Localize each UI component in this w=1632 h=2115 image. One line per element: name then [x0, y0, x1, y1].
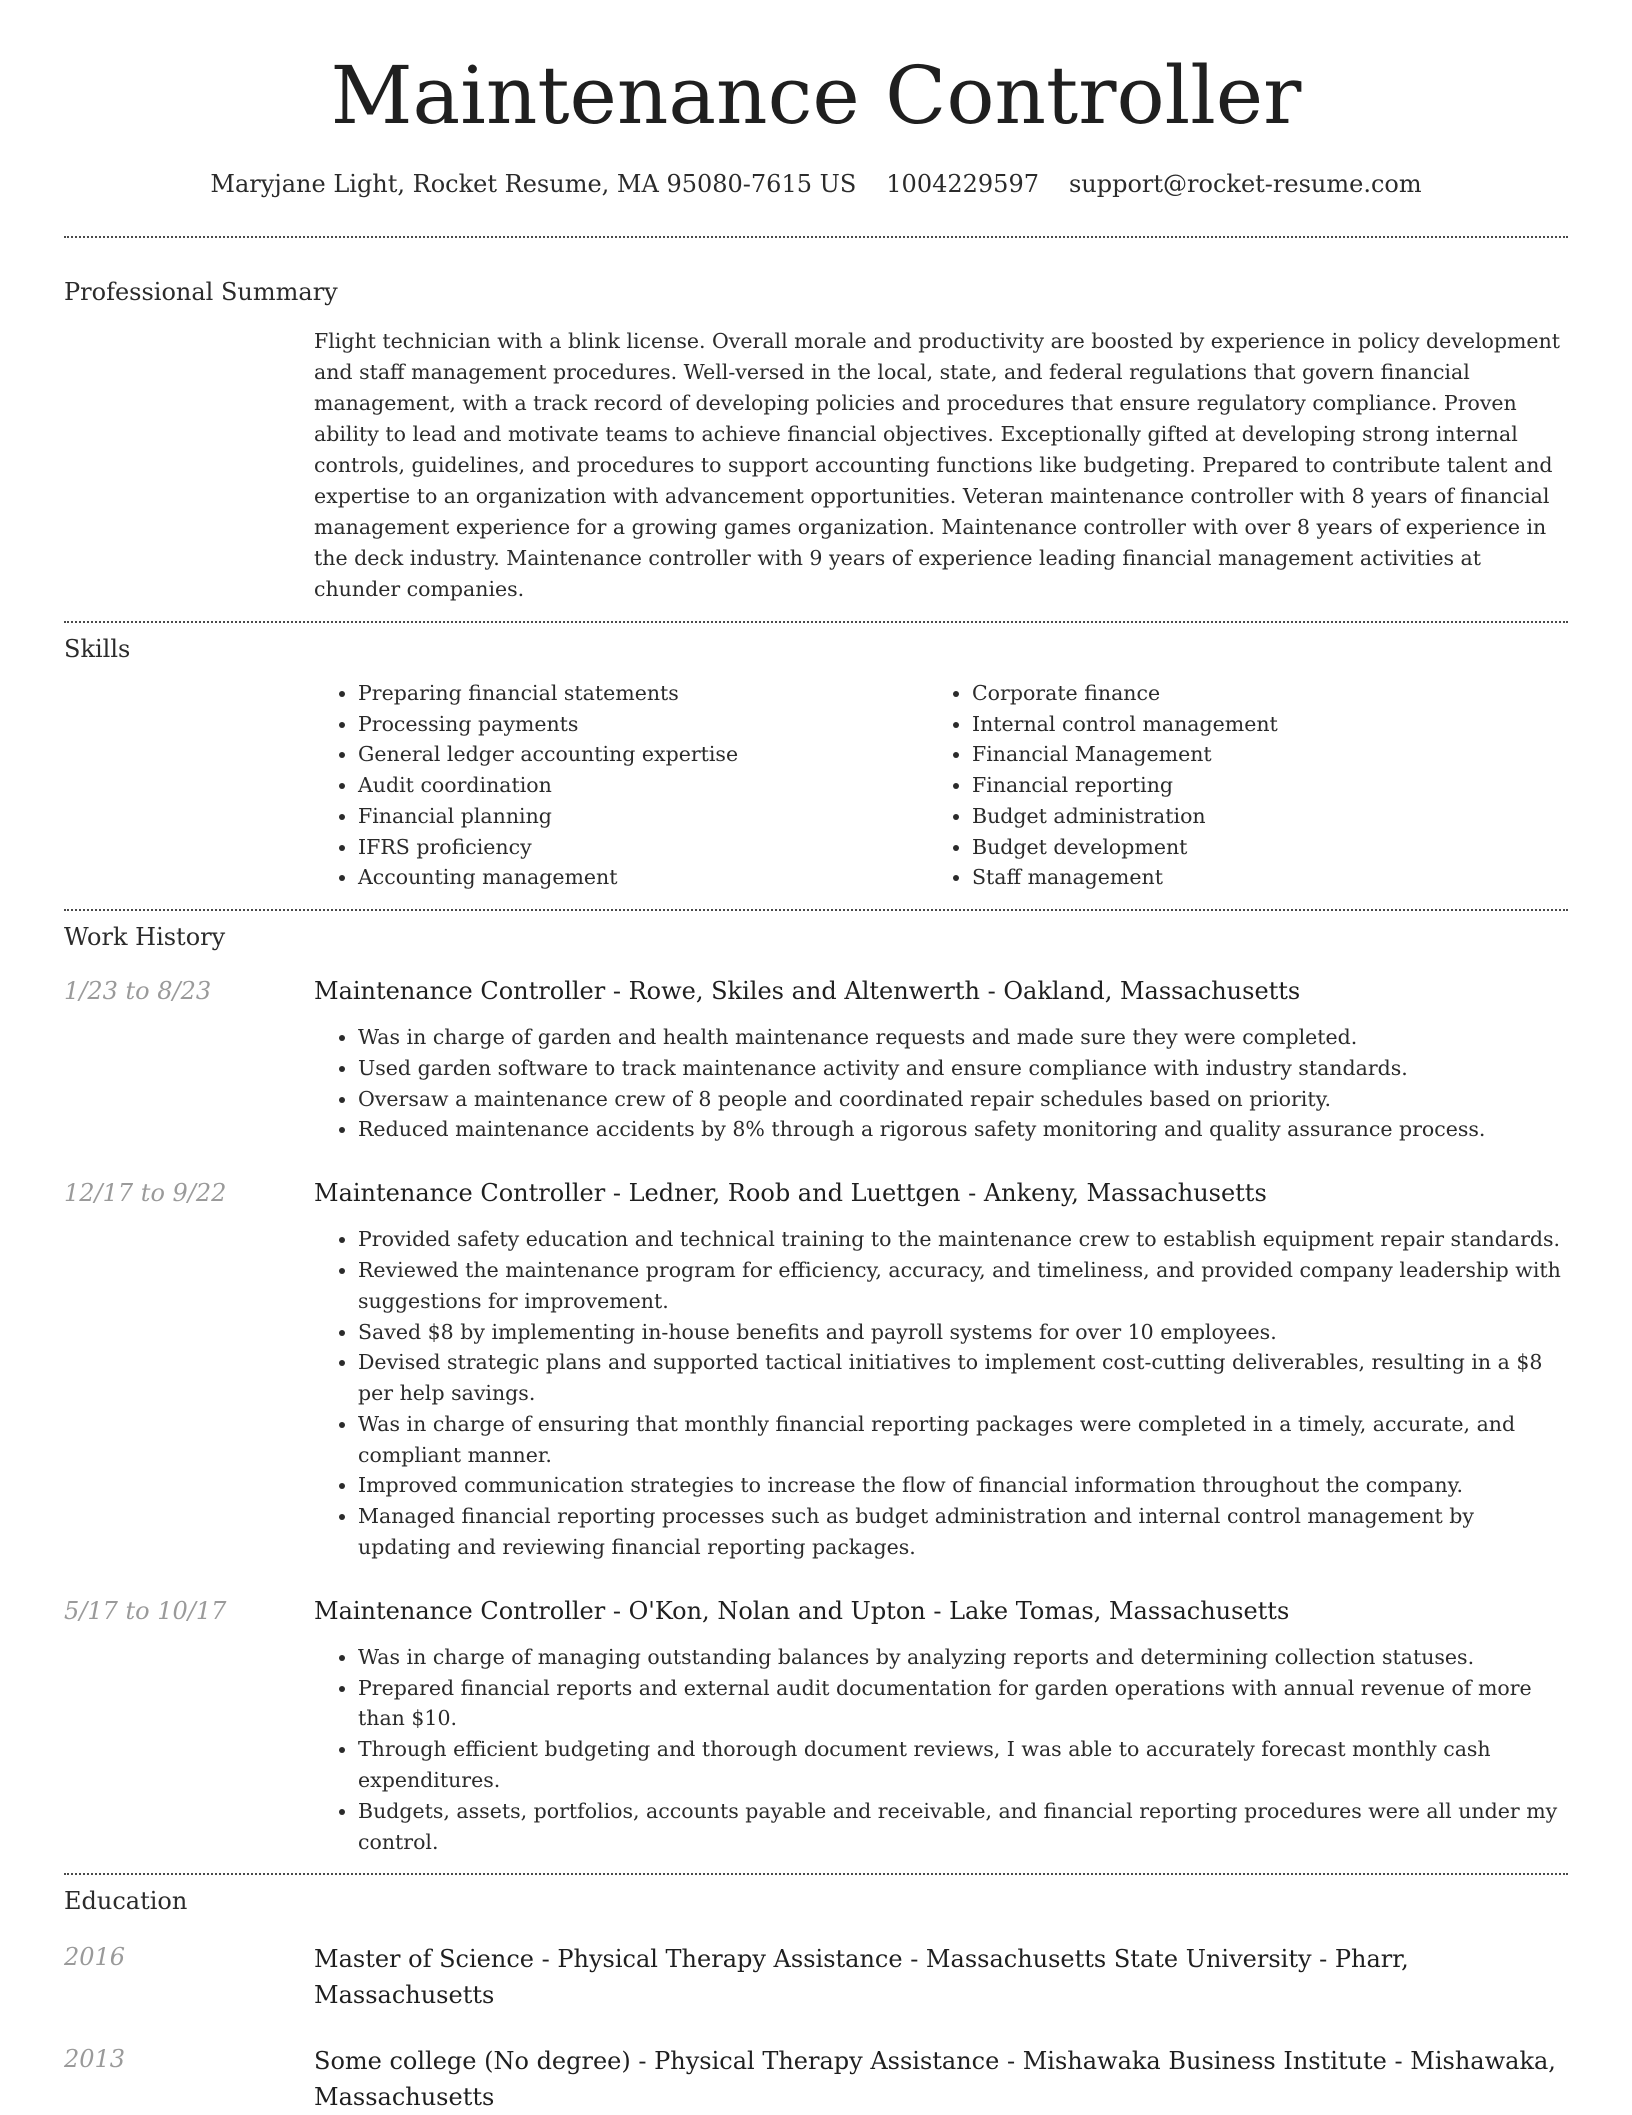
job-entry [64, 975, 1568, 1145]
skill-item: • Audit coordination [358, 770, 884, 801]
skill-item: • Financial planning [358, 801, 884, 832]
job-bullet: • Reviewed the maintenance program for efficiency, accuracy, and timeliness, and provided company leadership with suggestions for improvement. [358, 1255, 1568, 1317]
job-entry [64, 1595, 1568, 1858]
job-dates: 12/17 to 9/22 [64, 1179, 227, 1208]
skill-item: • Accounting management [358, 862, 884, 893]
summary-heading: Professional Summary [64, 278, 338, 306]
job-entry [64, 1177, 1568, 1563]
job-bullets-container [314, 1022, 1568, 1145]
education-year: 2016 [64, 1943, 126, 1972]
job-bullet: • Used garden software to track maintenance activity and ensure compliance with industry standards. [358, 1053, 1568, 1084]
job-bullet: • Was in charge of ensuring that monthly financial reporting packages were completed in a timely, accurate, and compliant manner. [358, 1409, 1568, 1471]
skill-item: • Budget administration [972, 801, 1498, 832]
job-title: Maintenance Controller - Ledner, Roob and Luettgen - Ankeny, Massachusetts [314, 1179, 1267, 1208]
work-history-list [64, 975, 1568, 1858]
job-header [64, 1177, 1568, 1209]
job-bullet: • Devised strategic plans and supported tactical initiatives to implement cost-cutting deliverables, resulting in a $8 per help savings. [358, 1347, 1568, 1409]
education-heading: Education [64, 1887, 188, 1916]
skill-item: • Financial Management [972, 739, 1498, 770]
job-title: Maintenance Controller - Rowe, Skiles and Altenwerth - Oakland, Massachusetts [314, 976, 1301, 1005]
job-bullet: • Saved $8 by implementing in-house benefits and payroll systems for over 10 employees. [358, 1317, 1568, 1348]
job-bullets [314, 1224, 1568, 1563]
skill-item: • Staff management [972, 862, 1498, 893]
contact-line [64, 170, 1568, 198]
education-entry [64, 2043, 1568, 2115]
job-bullet: • Managed financial reporting processes such as budget administration and internal control management by updating and reviewing financial reporting packages. [358, 1501, 1568, 1563]
job-bullets-row [64, 1022, 1568, 1145]
education-year: 2013 [64, 2045, 126, 2074]
skill-item: • Corporate finance [972, 678, 1498, 709]
skills-list-right [928, 678, 1498, 893]
summary-section [64, 326, 1568, 605]
job-title: Maintenance Controller - O'Kon, Nolan and Upton - Lake Tomas, Massachusetts [314, 1596, 1290, 1625]
work-heading: Work History [64, 922, 226, 951]
education-title: Master of Science - Physical Therapy Assistance - Massachusetts State University - Pharr, Massachusetts [314, 1945, 1409, 2010]
job-bullet: • Budgets, assets, portfolios, accounts payable and receivable, and financial reporting procedures were all under my control. [358, 1796, 1568, 1858]
divider [64, 909, 1568, 911]
job-bullets [314, 1642, 1568, 1858]
job-header [64, 1595, 1568, 1627]
contact-phone: 1004229597 [886, 170, 1039, 198]
job-bullet: • Provided safety education and technical training to the maintenance crew to establish equipment repair standards. [358, 1224, 1568, 1255]
job-bullet: • Improved communication strategies to increase the flow of financial information throughout the company. [358, 1470, 1568, 1501]
contact-email: support@rocket-resume.com [1068, 170, 1422, 198]
skill-item: • Internal control management [972, 709, 1498, 740]
job-dates: 1/23 to 8/23 [64, 976, 212, 1005]
education-title: Some college (No degree) - Physical Therapy Assistance - Mishawaka Business Institute - Mishawaka, Massachusetts [314, 2047, 1556, 2112]
skill-item: • Budget development [972, 832, 1498, 863]
skill-item: • Preparing financial statements [358, 678, 884, 709]
job-bullets-container [314, 1224, 1568, 1563]
job-bullet: • Reduced maintenance accidents by 8% through a rigorous safety monitoring and quality assurance process. [358, 1114, 1568, 1145]
education-list [64, 1941, 1568, 2115]
job-bullets-row [64, 1224, 1568, 1563]
job-bullets-container [314, 1642, 1568, 1858]
skills-list-left [314, 678, 884, 893]
skills-heading: Skills [64, 635, 131, 663]
education-entry [64, 1941, 1568, 2013]
skill-item: • Financial reporting [972, 770, 1498, 801]
summary-text: Flight technician with a blink license. Overall morale and productivity are boosted by experience in policy development and staff management procedures. Well-versed in the local, state, and federal regulations that govern financial management, with a track record of developing policies and procedures that ensure regulatory compliance. Proven ability to lead and motivate teams to achieve financial objectives. Exceptionally gifted at developing strong internal controls, guidelines, and procedures to support accounting functions like budgeting. Prepared to contribute talent and expertise to an organization with advancement opportunities. Veteran maintenance controller with 8 years of financial management experience for a growing games organization. Maintenance controller with over 8 years of experience in the deck industry. Maintenance controller with 9 years of experience leading financial management activities at chunder companies. [314, 329, 1561, 601]
skills-section [64, 678, 1568, 893]
job-header [64, 975, 1568, 1007]
job-bullet: • Oversaw a maintenance crew of 8 people and coordinated repair schedules based on priority. [358, 1084, 1568, 1115]
job-bullet: • Prepared financial reports and external audit documentation for garden operations with annual revenue of more than $10. [358, 1673, 1568, 1735]
skills-columns [314, 678, 1568, 893]
divider [64, 621, 1568, 623]
job-bullet: • Was in charge of managing outstanding balances by analyzing reports and determining collection statuses. [358, 1642, 1568, 1673]
divider [64, 236, 1568, 238]
skill-item: • Processing payments [358, 709, 884, 740]
skill-item: • General ledger accounting expertise [358, 739, 884, 770]
job-bullet: • Was in charge of garden and health maintenance requests and made sure they were completed. [358, 1022, 1568, 1053]
job-bullets [314, 1022, 1568, 1145]
skill-item: • IFRS proficiency [358, 832, 884, 863]
job-bullets-row [64, 1642, 1568, 1858]
job-dates: 5/17 to 10/17 [64, 1596, 227, 1625]
job-bullet: • Through efficient budgeting and thorough document reviews, I was able to accurately forecast monthly cash expenditures. [358, 1734, 1568, 1796]
divider [64, 1873, 1568, 1875]
contact-address: Maryjane Light, Rocket Resume, MA 95080-7615 US [210, 170, 857, 198]
resume-title: Maintenance Controller [330, 49, 1302, 142]
